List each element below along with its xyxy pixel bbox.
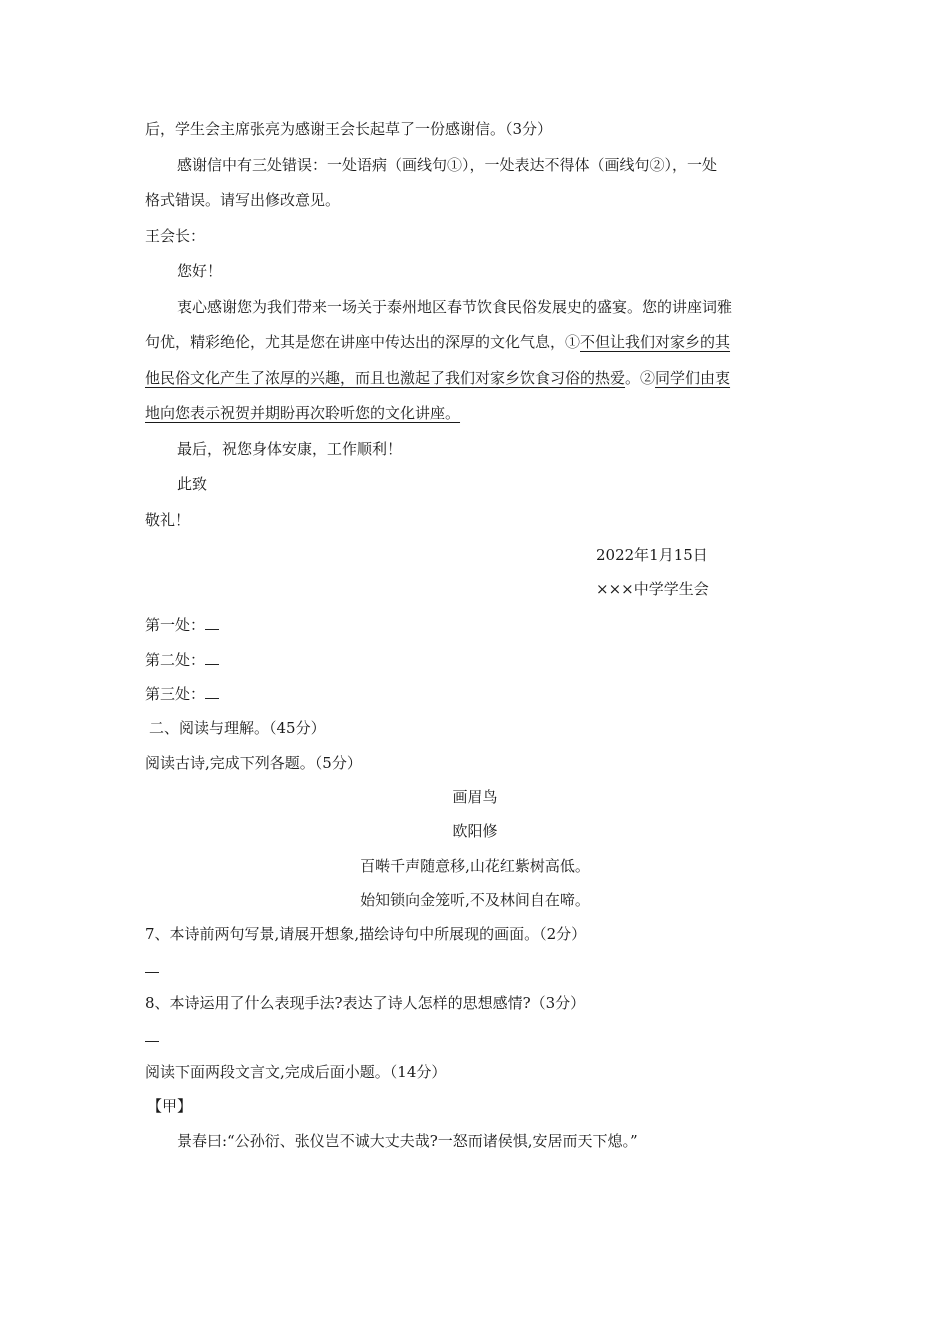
answer-label: 第三处： (145, 685, 206, 703)
instruction-line-2: 格式错误。请写出修改意见。 (145, 191, 341, 209)
underlined-sentence-2-cont: 地向您表示祝贺并期盼再次聆听您的文化讲座。 (145, 404, 461, 422)
letter-body-line-2 (145, 332, 730, 352)
answer-blank-8 (145, 1027, 159, 1047)
letter-date: 2022年1月15日 (596, 546, 708, 564)
letter-closing: 最后，祝您身体安康，工作顺利！ (177, 440, 403, 458)
poem-line-2: 始知锁向金笼听,不及林间自在啼。 (360, 891, 590, 909)
body-text: 句优，精彩绝伦，尤其是您在讲座中传达出的深厚的文化气息，① (145, 333, 581, 351)
instruction-line-1: 感谢信中有三处错误：一处语病（画线句①），一处表达不得体（画线句②），一处 (177, 156, 718, 174)
answer-blank[interactable] (205, 684, 219, 699)
classical-intro: 阅读下面两段文言文,完成后面小题。（14分） (145, 1063, 447, 1081)
underlined-sentence-2: 同学们由衷 (655, 369, 731, 387)
poem-line-1: 百啭千声随意移,山花红紫树高低。 (360, 857, 590, 875)
answer-blank[interactable] (145, 1027, 159, 1042)
intro-text: 后，学生会主席张亮为感谢王会长起草了一份感谢信。（3分） (145, 120, 553, 138)
letter-body-line-3 (145, 368, 730, 388)
answer-blank[interactable] (205, 650, 219, 665)
answer-label: 第一处： (145, 616, 206, 634)
underlined-sentence-1-cont: 他民俗文化产生了浓厚的兴趣，而且也激起了我们对家乡饮食习俗的热爱 (145, 369, 626, 387)
answer-second (145, 650, 219, 670)
answer-third (145, 684, 219, 704)
answer-blank[interactable] (145, 958, 159, 973)
letter-body-line-1: 衷心感谢您为我们带来一场关于泰州地区春节饮食民俗发展史的盛宴。您的讲座词雅 (177, 298, 733, 316)
poem-intro: 阅读古诗,完成下列各题。（5分） (145, 754, 362, 772)
section-heading: 二、阅读与理解。（45分） (149, 719, 326, 737)
passage-jia-text: 景春曰:“公孙衍、张仪岂不诚大丈夫哉?一怒而诸侯惧,安居而天下熄。” (177, 1132, 638, 1150)
answer-blank[interactable] (205, 615, 219, 630)
letter-salutation: 王会长： (145, 227, 206, 245)
question-8: 8、本诗运用了什么表现手法?表达了诗人怎样的思想感情?（3分） (145, 994, 586, 1012)
question-7: 7、本诗前两句写景,请展开想象,描绘诗句中所展现的画面。（2分） (145, 925, 587, 943)
letter-body-line-4 (145, 403, 460, 423)
passage-label-jia: 【甲】 (147, 1097, 193, 1115)
poem-title: 画眉鸟 (452, 788, 498, 806)
answer-first (145, 615, 219, 635)
letter-cizhi: 此致 (177, 475, 208, 493)
letter-greeting: 您好！ (177, 262, 223, 280)
body-text: 。② (625, 369, 656, 387)
answer-blank-7 (145, 958, 159, 978)
poem-author: 欧阳修 (452, 822, 498, 840)
letter-jingli: 敬礼！ (145, 511, 191, 529)
letter-signature: ×××中学学生会 (596, 580, 709, 598)
answer-label: 第二处： (145, 651, 206, 669)
underlined-sentence-1: 不但让我们对家乡的其 (580, 333, 731, 351)
